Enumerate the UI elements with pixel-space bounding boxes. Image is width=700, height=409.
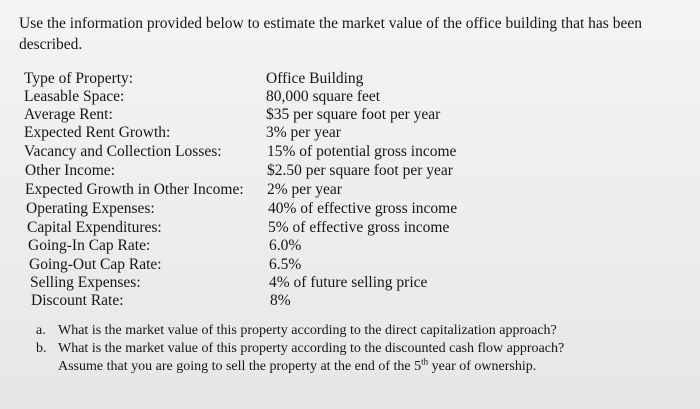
value-leasable-space: 80,000 square feet: [266, 88, 381, 105]
label-type-of-property: Type of Property:: [24, 70, 134, 87]
row-vacancy-collection: [0, 143, 700, 161]
row-going-in-cap-rate: [0, 237, 700, 255]
value-average-rent: $35 per square foot per year: [266, 106, 441, 123]
intro-paragraph: Use the information provided below to estimate the market value of the office building that has been described.: [19, 15, 642, 53]
ordinal-suffix: th: [421, 356, 429, 367]
row-expected-rent-growth: [0, 124, 700, 142]
row-leasable-space: [0, 88, 700, 106]
value-other-income-growth: 2% per year: [267, 181, 342, 198]
value-capital-expenditures: 5% of effective gross income: [268, 219, 450, 236]
row-going-out-cap-rate: [0, 256, 700, 274]
label-leasable-space: Leasable Space:: [24, 88, 125, 105]
question-b-letter: b.: [36, 341, 47, 356]
value-operating-expenses: 40% of effective gross income: [268, 200, 458, 217]
row-other-income: [0, 162, 700, 180]
row-operating-expenses: [0, 200, 700, 218]
value-vacancy-collection: 15% of potential gross income: [267, 143, 457, 160]
label-capital-expenditures: Capital Expenditures:: [27, 219, 162, 236]
label-selling-expenses: Selling Expenses:: [30, 274, 141, 291]
label-vacancy-collection: Vacancy and Collection Losses:: [24, 143, 222, 160]
value-expected-rent-growth: 3% per year: [266, 124, 341, 141]
question-a-letter: a.: [36, 323, 46, 338]
label-going-in-cap-rate: Going-In Cap Rate:: [28, 237, 151, 254]
question-a-text: What is the market value of this property according to the direct capitalization approach?: [58, 323, 557, 338]
label-other-income: Other Income:: [25, 162, 115, 179]
label-operating-expenses: Operating Expenses:: [26, 200, 155, 217]
question-a: [36, 322, 676, 340]
row-discount-rate: [0, 292, 700, 310]
label-expected-rent-growth: Expected Rent Growth:: [24, 124, 171, 141]
value-selling-expenses: 4% of future selling price: [269, 274, 428, 291]
question-b-cont-after: year of ownership.: [428, 359, 537, 374]
label-other-income-growth: Expected Growth in Other Income:: [25, 181, 244, 198]
value-type-of-property: Office Building: [266, 70, 364, 87]
row-average-rent: [0, 106, 700, 124]
row-capital-expenditures: [0, 219, 700, 237]
value-discount-rate: 8%: [270, 292, 291, 309]
row-selling-expenses: [0, 274, 700, 292]
label-discount-rate: Discount Rate:: [31, 292, 124, 309]
row-other-income-growth: [0, 181, 700, 199]
row-type-of-property: [0, 70, 700, 88]
question-b-text: What is the market value of this property according to the discounted cash flow approach?: [58, 341, 565, 356]
question-b: [36, 340, 676, 358]
label-going-out-cap-rate: Going-Out Cap Rate:: [29, 256, 162, 273]
label-average-rent: Average Rent:: [24, 106, 113, 123]
question-b-cont-before: Assume that you are going to sell the property at the end of the 5: [58, 359, 422, 374]
value-going-out-cap-rate: 6.5%: [269, 256, 302, 273]
value-other-income: $2.50 per square foot per year: [267, 162, 453, 179]
value-going-in-cap-rate: 6.0%: [269, 237, 302, 254]
question-b-continuation: [58, 358, 678, 376]
